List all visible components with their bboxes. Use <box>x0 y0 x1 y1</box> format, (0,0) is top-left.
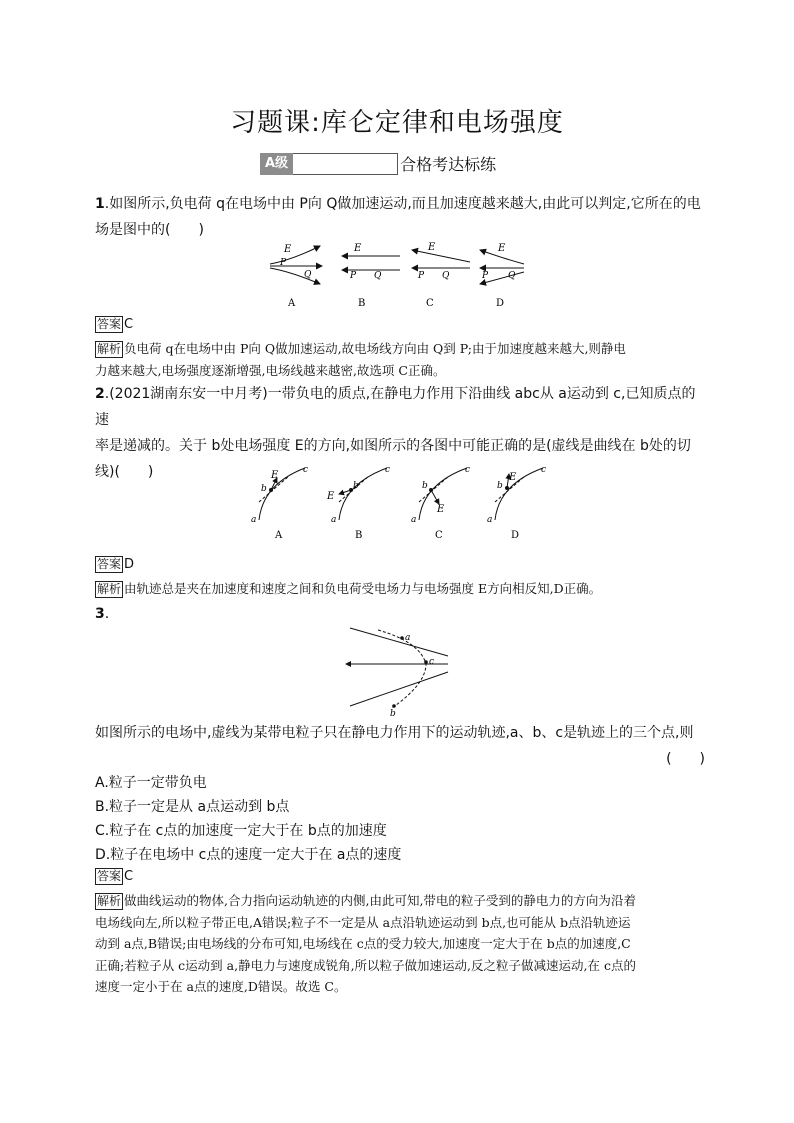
svg-text:a: a <box>411 515 417 525</box>
question-text: .(2021湖南东安一中月考)一带负电的质点,在静电力作用下沿曲线 abc从 a运动到 c,已知质点的速 <box>95 386 696 428</box>
svg-text:a: a <box>331 515 337 525</box>
svg-text:c: c <box>385 465 391 475</box>
p-label: P <box>350 271 357 281</box>
q3-option-d[interactable]: D.粒子在电场中 c点的速度一定大于在 a点的速度 <box>95 847 402 863</box>
q2-answer <box>95 556 134 573</box>
q3-option-c[interactable]: C.粒子在 c点的加速度一定大于在 b点的加速度 <box>95 823 387 839</box>
answer-paren: ( ) <box>666 751 705 767</box>
q-label: Q <box>442 271 450 281</box>
question-number: 1 <box>95 196 105 212</box>
level-box <box>293 153 398 175</box>
point-b-label: b <box>390 709 396 718</box>
svg-text:A: A <box>275 530 283 541</box>
option-label: A <box>288 298 296 309</box>
question-text: 线)( ) <box>95 464 154 480</box>
level-badge: A级 <box>260 153 293 175</box>
analysis-tag: 解析 <box>97 342 122 356</box>
p-label: P <box>482 271 489 281</box>
q2-option-d-diagram <box>487 465 546 541</box>
svg-text:E: E <box>327 491 335 502</box>
q3-figure <box>340 622 460 718</box>
q3-analysis <box>95 890 695 998</box>
p-label: P <box>418 271 425 281</box>
analysis-text: 电场线向左,所以粒子带正电,A错误;粒子不一定是从 a点沿轨迹运动到 b点,也可能从 b点沿轨迹运 <box>95 914 631 930</box>
svg-text:C: C <box>435 530 443 541</box>
analysis-text: 由轨迹总是夹在加速度和速度之间和负电荷受电场力与电场强度 E方向相反知,D正确。 <box>124 581 602 596</box>
field-label: E <box>354 243 362 254</box>
svg-text:E: E <box>509 472 517 483</box>
q1-analysis <box>95 338 695 381</box>
answer-value: C <box>124 869 134 884</box>
answer-value: D <box>124 557 135 572</box>
question-text: 如图所示的电场中,虚线为某带电粒子只在静电力作用下的运动轨迹,a、b、c是轨迹上的三个点,则 <box>95 725 694 741</box>
answer-value: C <box>124 317 134 332</box>
q2-option-b-diagram <box>326 465 390 541</box>
question-text: 场是图中的( ) <box>95 222 204 238</box>
field-label: E <box>428 242 436 253</box>
question-text: .如图所示,负电荷 q在电场中由 P向 Q做加速运动,而且加速度越来越大,由此可以判定,它所在的电 <box>104 196 701 212</box>
svg-text:c: c <box>303 465 309 475</box>
p-label: P <box>280 258 287 268</box>
field-label: E <box>284 244 292 255</box>
svg-text:E: E <box>437 504 445 515</box>
q1-option-d-diagram <box>480 243 524 309</box>
svg-text:E: E <box>271 470 279 481</box>
q1-option-c-diagram <box>412 242 470 309</box>
q1-figure <box>262 238 542 310</box>
q3-option-b[interactable]: B.粒子一定是从 a点运动到 b点 <box>95 799 290 815</box>
q2-option-a-diagram <box>251 465 308 541</box>
q2-analysis <box>95 578 695 600</box>
answer-tag: 答案 <box>97 317 122 331</box>
level-banner <box>260 152 496 175</box>
q3-option-a[interactable]: A.粒子一定带负电 <box>95 775 207 791</box>
analysis-text: 正确;若粒子从 c运动到 a,静电力与速度成锐角,所以粒子做加速运动,反之粒子做减速运动,在 c点的 <box>95 957 636 973</box>
analysis-tag: 解析 <box>97 582 122 596</box>
analysis-tag: 解析 <box>97 894 122 908</box>
question-1 <box>95 191 705 243</box>
q1-answer <box>95 316 133 333</box>
field-label: E <box>498 243 506 254</box>
analysis-text: 力越来越大,电场强度逐渐增强,电场线越来越密,故选项 C正确。 <box>95 362 446 378</box>
svg-text:c: c <box>541 465 547 475</box>
q-label: Q <box>508 271 516 281</box>
point-a-label: a <box>405 633 411 643</box>
q2-option-c-diagram <box>411 465 470 541</box>
answer-tag: 答案 <box>97 869 122 883</box>
q1-option-b-diagram <box>342 243 400 309</box>
svg-text:b: b <box>261 484 267 494</box>
svg-text:b: b <box>497 481 503 491</box>
q3-answer <box>95 868 133 885</box>
svg-text:b: b <box>422 481 428 491</box>
question-number: 2 <box>95 386 105 402</box>
option-label: C <box>426 298 434 309</box>
q1-option-a-diagram <box>270 244 322 309</box>
question-text: 率是递减的。关于 b处电场强度 E的方向,如图所示的各图中可能正确的是(虚线是曲线在 b处的切 <box>95 438 691 454</box>
svg-text:b: b <box>353 481 359 491</box>
q2-figure <box>245 462 565 544</box>
option-label: B <box>358 298 366 309</box>
analysis-text: 动到 a点,B错误;由电场线的分布可知,电场线在 c点的受力较大,加速度一定大于在 b点的加速度,C <box>95 936 631 951</box>
analysis-text: 速度一定小于在 a点的速度,D错误。故选 C。 <box>95 979 347 994</box>
page-title: 习题课:库仑定律和电场强度 <box>230 108 564 138</box>
q-label: Q <box>374 271 382 281</box>
answer-tag: 答案 <box>97 557 122 571</box>
option-label: D <box>496 298 505 309</box>
svg-text:c: c <box>465 465 471 475</box>
svg-text:D: D <box>511 530 520 541</box>
point-c-label: c <box>429 657 435 667</box>
question-number: 3 <box>95 606 105 622</box>
q-label: Q <box>304 270 312 280</box>
analysis-text: 做曲线运动的物体,合力指向运动轨迹的内侧,由此可知,带电的粒子受到的静电力的方向为沿着 <box>124 893 636 908</box>
svg-text:a: a <box>251 515 257 525</box>
analysis-text: 负电荷 q在电场中由 P向 Q做加速运动,故电场线方向由 Q到 P;由于加速度越来越大,则静电 <box>124 341 626 356</box>
question-number-suffix: . <box>104 606 110 622</box>
question-3-stem <box>95 720 705 772</box>
svg-text:B: B <box>355 530 363 541</box>
level-text: 合格考达标练 <box>400 155 497 174</box>
svg-text:a: a <box>487 515 493 525</box>
